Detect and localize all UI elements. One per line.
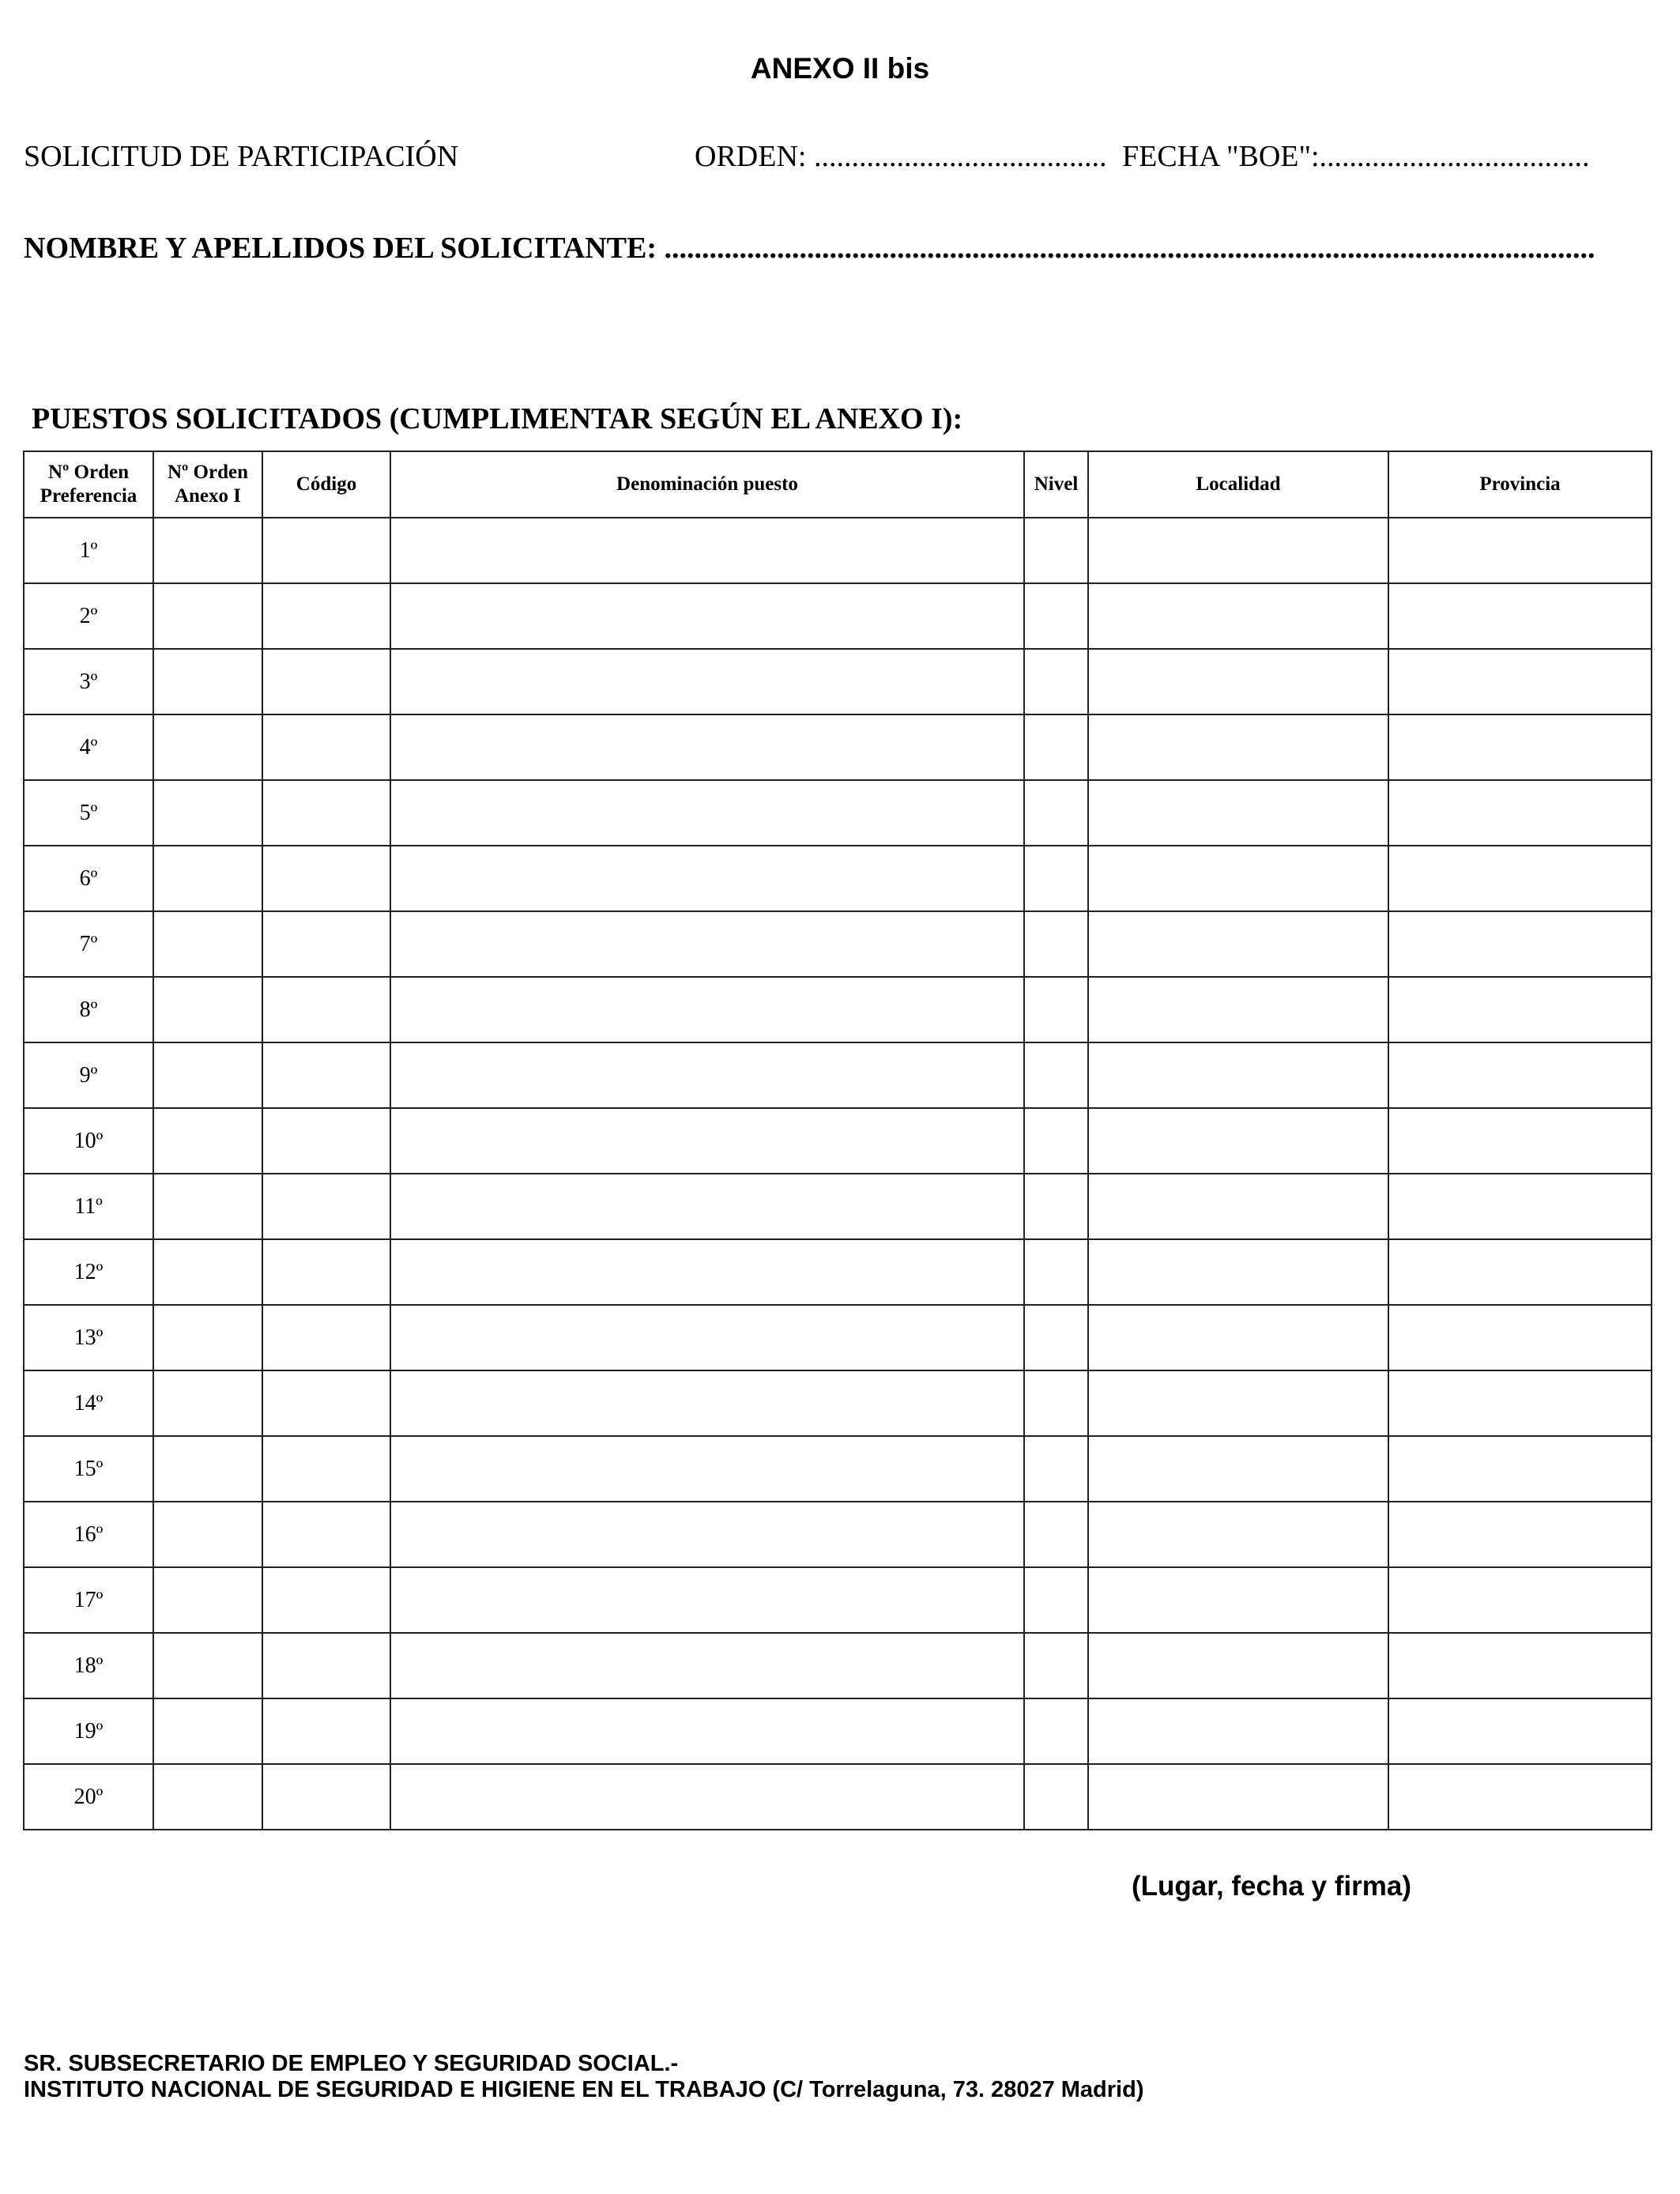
row-number: 9º <box>24 1042 153 1108</box>
cell-codigo[interactable] <box>262 583 390 649</box>
cell-codigo[interactable] <box>262 1698 390 1764</box>
cell-localidad[interactable] <box>1088 1042 1388 1108</box>
cell-orden-anexo[interactable] <box>153 1042 262 1108</box>
cell-orden-anexo[interactable] <box>153 846 262 911</box>
cell-provincia[interactable] <box>1388 1370 1652 1436</box>
table-row <box>24 1174 1652 1239</box>
cell-provincia[interactable] <box>1388 1633 1652 1698</box>
table-row <box>24 649 1652 714</box>
cell-denominacion[interactable] <box>390 1042 1024 1108</box>
cell-localidad[interactable] <box>1088 1633 1388 1698</box>
cell-codigo[interactable] <box>262 1174 390 1239</box>
cell-provincia[interactable] <box>1388 1239 1652 1305</box>
cell-orden-anexo[interactable] <box>153 1698 262 1764</box>
cell-denominacion[interactable] <box>390 583 1024 649</box>
row-number: 20º <box>24 1764 153 1830</box>
fecha-boe-field: FECHA "BOE":.................................... <box>1122 140 1590 173</box>
table-row <box>24 1698 1652 1764</box>
cell-denominacion[interactable] <box>390 1502 1024 1567</box>
cell-codigo[interactable] <box>262 1633 390 1698</box>
cell-orden-anexo[interactable] <box>153 1108 262 1174</box>
cell-codigo[interactable] <box>262 846 390 911</box>
table-row <box>24 518 1652 583</box>
cell-orden-anexo[interactable] <box>153 1174 262 1239</box>
cell-nivel[interactable] <box>1024 1042 1088 1108</box>
cell-provincia[interactable] <box>1388 780 1652 846</box>
cell-nivel[interactable] <box>1024 714 1088 780</box>
row-number: 14º <box>24 1370 153 1436</box>
cell-denominacion[interactable] <box>390 1698 1024 1764</box>
cell-orden-anexo[interactable] <box>153 518 262 583</box>
row-number: 5º <box>24 780 153 846</box>
cell-orden-anexo[interactable] <box>153 1633 262 1698</box>
cell-provincia[interactable] <box>1388 714 1652 780</box>
cell-codigo[interactable] <box>262 1502 390 1567</box>
row-number: 11º <box>24 1174 153 1239</box>
table-row <box>24 780 1652 846</box>
row-number: 12º <box>24 1239 153 1305</box>
row-number: 7º <box>24 911 153 977</box>
cell-localidad[interactable] <box>1088 1370 1388 1436</box>
row-number: 15º <box>24 1436 153 1502</box>
cell-localidad[interactable] <box>1088 1174 1388 1239</box>
cell-nivel[interactable] <box>1024 583 1088 649</box>
row-number: 8º <box>24 977 153 1042</box>
table-row <box>24 1370 1652 1436</box>
cell-denominacion[interactable] <box>390 846 1024 911</box>
cell-provincia[interactable] <box>1388 1174 1652 1239</box>
cell-provincia[interactable] <box>1388 846 1652 911</box>
cell-localidad[interactable] <box>1088 1764 1388 1830</box>
cell-provincia[interactable] <box>1388 1436 1652 1502</box>
document-title: ANEXO II bis <box>750 52 930 85</box>
cell-provincia[interactable] <box>1388 1305 1652 1370</box>
header-nivel: Nivel <box>1024 451 1088 518</box>
cell-codigo[interactable] <box>262 780 390 846</box>
cell-nivel[interactable] <box>1024 1305 1088 1370</box>
cell-localidad[interactable] <box>1088 1239 1388 1305</box>
cell-orden-anexo[interactable] <box>153 911 262 977</box>
cell-localidad[interactable] <box>1088 649 1388 714</box>
header-denominacion: Denominación puesto <box>390 451 1024 518</box>
cell-nivel[interactable] <box>1024 1108 1088 1174</box>
cell-nivel[interactable] <box>1024 1370 1088 1436</box>
header-codigo: Código <box>262 451 390 518</box>
table-header-row <box>24 451 1652 518</box>
cell-localidad[interactable] <box>1088 1567 1388 1633</box>
cell-denominacion[interactable] <box>390 1436 1024 1502</box>
cell-nivel[interactable] <box>1024 1567 1088 1633</box>
table-row <box>24 714 1652 780</box>
cell-provincia[interactable] <box>1388 518 1652 583</box>
cell-codigo[interactable] <box>262 1239 390 1305</box>
cell-nivel[interactable] <box>1024 1502 1088 1567</box>
cell-codigo[interactable] <box>262 1567 390 1633</box>
cell-denominacion[interactable] <box>390 977 1024 1042</box>
row-number: 4º <box>24 714 153 780</box>
cell-codigo[interactable] <box>262 1305 390 1370</box>
cell-denominacion[interactable] <box>390 1567 1024 1633</box>
cell-nivel[interactable] <box>1024 1174 1088 1239</box>
cell-denominacion[interactable] <box>390 1108 1024 1174</box>
cell-denominacion[interactable] <box>390 1764 1024 1830</box>
row-number: 1º <box>24 518 153 583</box>
cell-denominacion[interactable] <box>390 911 1024 977</box>
cell-nivel[interactable] <box>1024 1764 1088 1830</box>
cell-codigo[interactable] <box>262 1042 390 1108</box>
cell-codigo[interactable] <box>262 977 390 1042</box>
header-provincia: Provincia <box>1388 451 1652 518</box>
cell-codigo[interactable] <box>262 1436 390 1502</box>
cell-nivel[interactable] <box>1024 1698 1088 1764</box>
row-number: 6º <box>24 846 153 911</box>
cell-denominacion[interactable] <box>390 780 1024 846</box>
cell-orden-anexo[interactable] <box>153 1370 262 1436</box>
cell-orden-anexo[interactable] <box>153 780 262 846</box>
table-row <box>24 1502 1652 1567</box>
cell-orden-anexo[interactable] <box>153 1305 262 1370</box>
row-number: 13º <box>24 1305 153 1370</box>
table-row <box>24 977 1652 1042</box>
table-row <box>24 583 1652 649</box>
cell-orden-anexo[interactable] <box>153 1764 262 1830</box>
cell-provincia[interactable] <box>1388 1764 1652 1830</box>
cell-orden-anexo[interactable] <box>153 1567 262 1633</box>
cell-provincia[interactable] <box>1388 977 1652 1042</box>
cell-denominacion[interactable] <box>390 649 1024 714</box>
applicant-name-field: NOMBRE Y APELLIDOS DEL SOLICITANTE: ............................................................................................................................ <box>24 232 1595 265</box>
cell-localidad[interactable] <box>1088 1108 1388 1174</box>
cell-provincia[interactable] <box>1388 1042 1652 1108</box>
cell-localidad[interactable] <box>1088 518 1388 583</box>
signature-label: (Lugar, fecha y firma) <box>1132 1871 1411 1902</box>
recipient-line: SR. SUBSECRETARIO DE EMPLEO Y SEGURIDAD SOCIAL.- <box>24 2051 679 2076</box>
cell-nivel[interactable] <box>1024 977 1088 1042</box>
row-number: 2º <box>24 583 153 649</box>
cell-provincia[interactable] <box>1388 911 1652 977</box>
cell-localidad[interactable] <box>1088 1305 1388 1370</box>
header-orden-anexo: Nº Orden Anexo I <box>153 451 262 518</box>
cell-provincia[interactable] <box>1388 583 1652 649</box>
cell-denominacion[interactable] <box>390 1174 1024 1239</box>
cell-nivel[interactable] <box>1024 780 1088 846</box>
orden-field: ORDEN: ....................................... <box>695 140 1107 173</box>
cell-nivel[interactable] <box>1024 1633 1088 1698</box>
cell-localidad[interactable] <box>1088 1698 1388 1764</box>
table-row <box>24 1305 1652 1370</box>
table-row <box>24 1633 1652 1698</box>
cell-codigo[interactable] <box>262 649 390 714</box>
table-row <box>24 1239 1652 1305</box>
cell-orden-anexo[interactable] <box>153 1502 262 1567</box>
row-number: 10º <box>24 1108 153 1174</box>
cell-nivel[interactable] <box>1024 911 1088 977</box>
cell-denominacion[interactable] <box>390 1633 1024 1698</box>
cell-codigo[interactable] <box>262 1764 390 1830</box>
cell-denominacion[interactable] <box>390 1370 1024 1436</box>
cell-denominacion[interactable] <box>390 518 1024 583</box>
cell-localidad[interactable] <box>1088 714 1388 780</box>
row-number: 19º <box>24 1698 153 1764</box>
row-number: 16º <box>24 1502 153 1567</box>
cell-nivel[interactable] <box>1024 649 1088 714</box>
table-row <box>24 1108 1652 1174</box>
cell-localidad[interactable] <box>1088 583 1388 649</box>
cell-denominacion[interactable] <box>390 714 1024 780</box>
row-number: 18º <box>24 1633 153 1698</box>
cell-denominacion[interactable] <box>390 1305 1024 1370</box>
cell-orden-anexo[interactable] <box>153 977 262 1042</box>
cell-denominacion[interactable] <box>390 1239 1024 1305</box>
cell-orden-anexo[interactable] <box>153 583 262 649</box>
cell-provincia[interactable] <box>1388 1502 1652 1567</box>
cell-codigo[interactable] <box>262 714 390 780</box>
solicitud-label: SOLICITUD DE PARTICIPACIÓN <box>24 140 459 173</box>
cell-codigo[interactable] <box>262 911 390 977</box>
table-row <box>24 1764 1652 1830</box>
cell-provincia[interactable] <box>1388 649 1652 714</box>
row-number: 17º <box>24 1567 153 1633</box>
cell-orden-anexo[interactable] <box>153 649 262 714</box>
table-row <box>24 911 1652 977</box>
cell-codigo[interactable] <box>262 1370 390 1436</box>
table-row <box>24 1567 1652 1633</box>
request-header-line <box>24 139 1667 179</box>
cell-orden-anexo[interactable] <box>153 1239 262 1305</box>
cell-localidad[interactable] <box>1088 846 1388 911</box>
cell-orden-anexo[interactable] <box>153 1436 262 1502</box>
cell-nivel[interactable] <box>1024 846 1088 911</box>
cell-localidad[interactable] <box>1088 1502 1388 1567</box>
cell-nivel[interactable] <box>1024 518 1088 583</box>
cell-localidad[interactable] <box>1088 977 1388 1042</box>
table-body <box>24 518 1652 1830</box>
row-number: 3º <box>24 649 153 714</box>
cell-nivel[interactable] <box>1024 1239 1088 1305</box>
cell-orden-anexo[interactable] <box>153 714 262 780</box>
cell-codigo[interactable] <box>262 518 390 583</box>
cell-localidad[interactable] <box>1088 911 1388 977</box>
institute-address-line: INSTITUTO NACIONAL DE SEGURIDAD E HIGIENE EN EL TRABAJO (C/ Torrelaguna, 73. 28027 Madrid) <box>24 2077 1144 2102</box>
cell-provincia[interactable] <box>1388 1567 1652 1633</box>
table-row <box>24 846 1652 911</box>
cell-localidad[interactable] <box>1088 1436 1388 1502</box>
header-localidad: Localidad <box>1088 451 1388 518</box>
positions-table <box>23 450 1652 1830</box>
cell-provincia[interactable] <box>1388 1108 1652 1174</box>
cell-localidad[interactable] <box>1088 780 1388 846</box>
cell-nivel[interactable] <box>1024 1436 1088 1502</box>
section-heading: PUESTOS SOLICITADOS (CUMPLIMENTAR SEGÚN EL ANEXO I): <box>32 402 963 435</box>
cell-codigo[interactable] <box>262 1108 390 1174</box>
header-orden-preferencia: Nº Orden Preferencia <box>24 451 153 518</box>
table-row <box>24 1436 1652 1502</box>
cell-provincia[interactable] <box>1388 1698 1652 1764</box>
table-row <box>24 1042 1652 1108</box>
